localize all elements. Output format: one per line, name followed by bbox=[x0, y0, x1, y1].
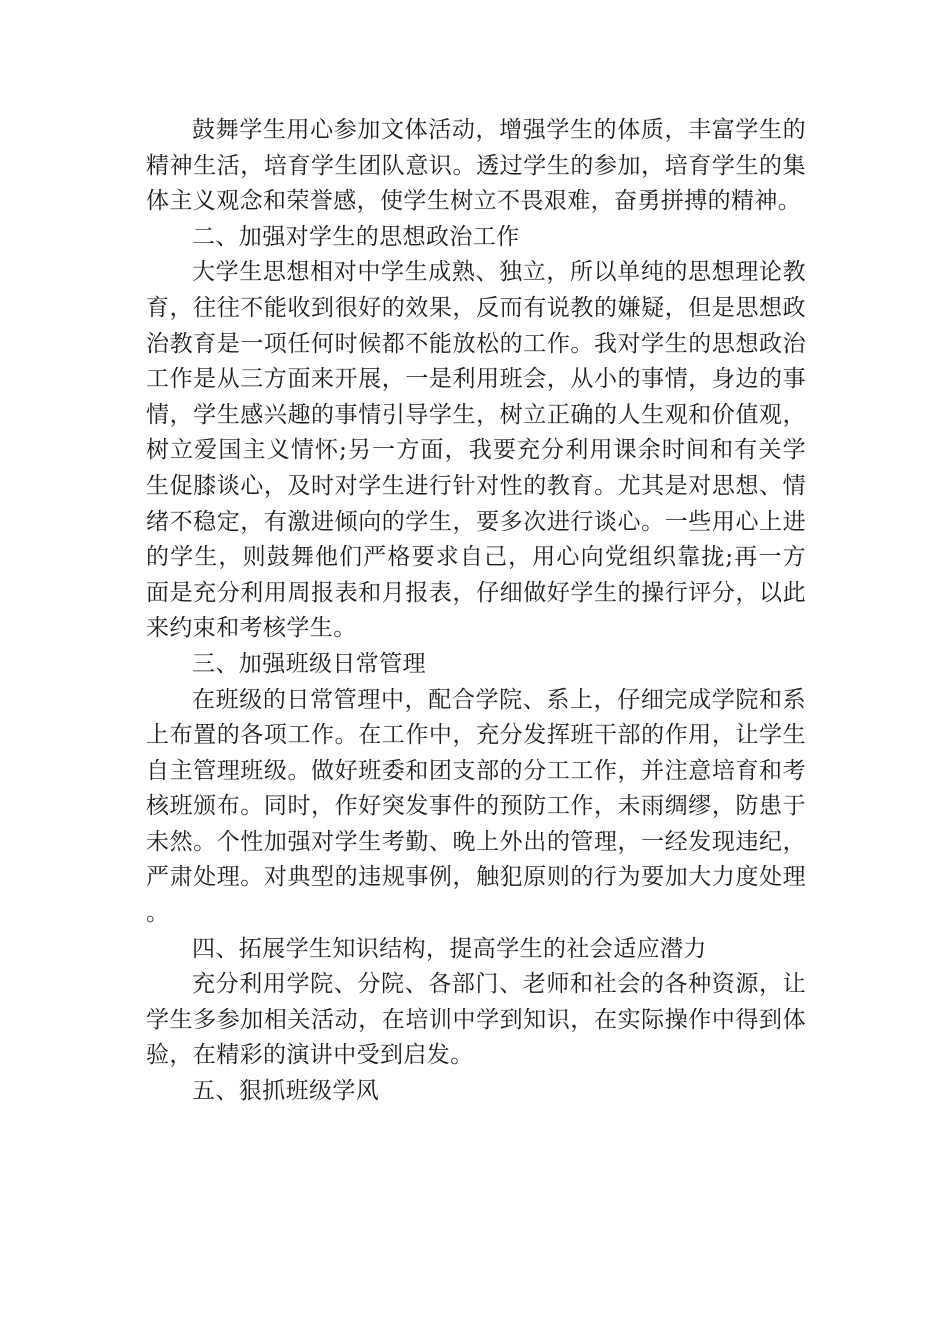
paragraph-class-management: 在班级的日常管理中，配合学院、系上，仔细完成学院和系上布置的各项工作。在工作中，充分发挥班干部的作用，让学生自主管理班级。做好班委和团支部的分工工作，并注意培育和考核班颁布。同时，作好突发事件的预防工作，未雨绸缪，防患于未然。个性加强对学生考勤、晚上外出的管理，一经发现违纪，严肃处理。对典型的违规事例，触犯原则的行为要加大力度处理。 bbox=[146, 686, 806, 927]
section-heading-class-management: 三、加强班级日常管理 bbox=[192, 650, 426, 677]
section-heading-political-work: 二、加强对学生的思想政治工作 bbox=[192, 223, 520, 250]
paragraph-knowledge-structure: 充分利用学院、分院、各部门、老师和社会的各种资源，让学生多参加相关活动，在培训中学到知识，在实际操作中得到体验，在精彩的演讲中受到启发。 bbox=[146, 971, 806, 1069]
section-heading-study-style: 五、狠抓班级学风 bbox=[192, 1078, 380, 1105]
paragraph-political-work: 大学生思想相对中学生成熟、独立，所以单纯的思想理论教育，往往不能收到很好的效果，反而有说教的嫌疑，但是思想政治教育是一项任何时候都不能放松的工作。我对学生的思想政治工作是从三方面来开展，一是利用班会，从小的事情，身边的事情，学生感兴趣的事情引导学生，树立正确的人生观和价值观，树立爱国主义情怀;另一方面，我要充分利用课余时间和有关学生促膝谈心，及时对学生进行针对性的教育。尤其是对思想、情绪不稳定，有激进倾向的学生，要多次进行谈心。一些用心上进的学生，则鼓舞他们严格要求自己，用心向党组织靠拢;再一方面是充分利用周报表和月报表，仔细做好学生的操行评分，以此来约束和考核学生。 bbox=[146, 259, 806, 642]
paragraph-sports-activities: 鼓舞学生用心参加文体活动，增强学生的体质，丰富学生的精神生活，培育学生团队意识。透过学生的参加，培育学生的集体主义观念和荣誉感，使学生树立不畏艰难，奋勇拼搏的精神。 bbox=[146, 117, 806, 215]
document-page bbox=[146, 113, 806, 1110]
section-heading-knowledge-structure: 四、拓展学生知识结构，提高学生的社会适应潜力 bbox=[192, 935, 707, 962]
